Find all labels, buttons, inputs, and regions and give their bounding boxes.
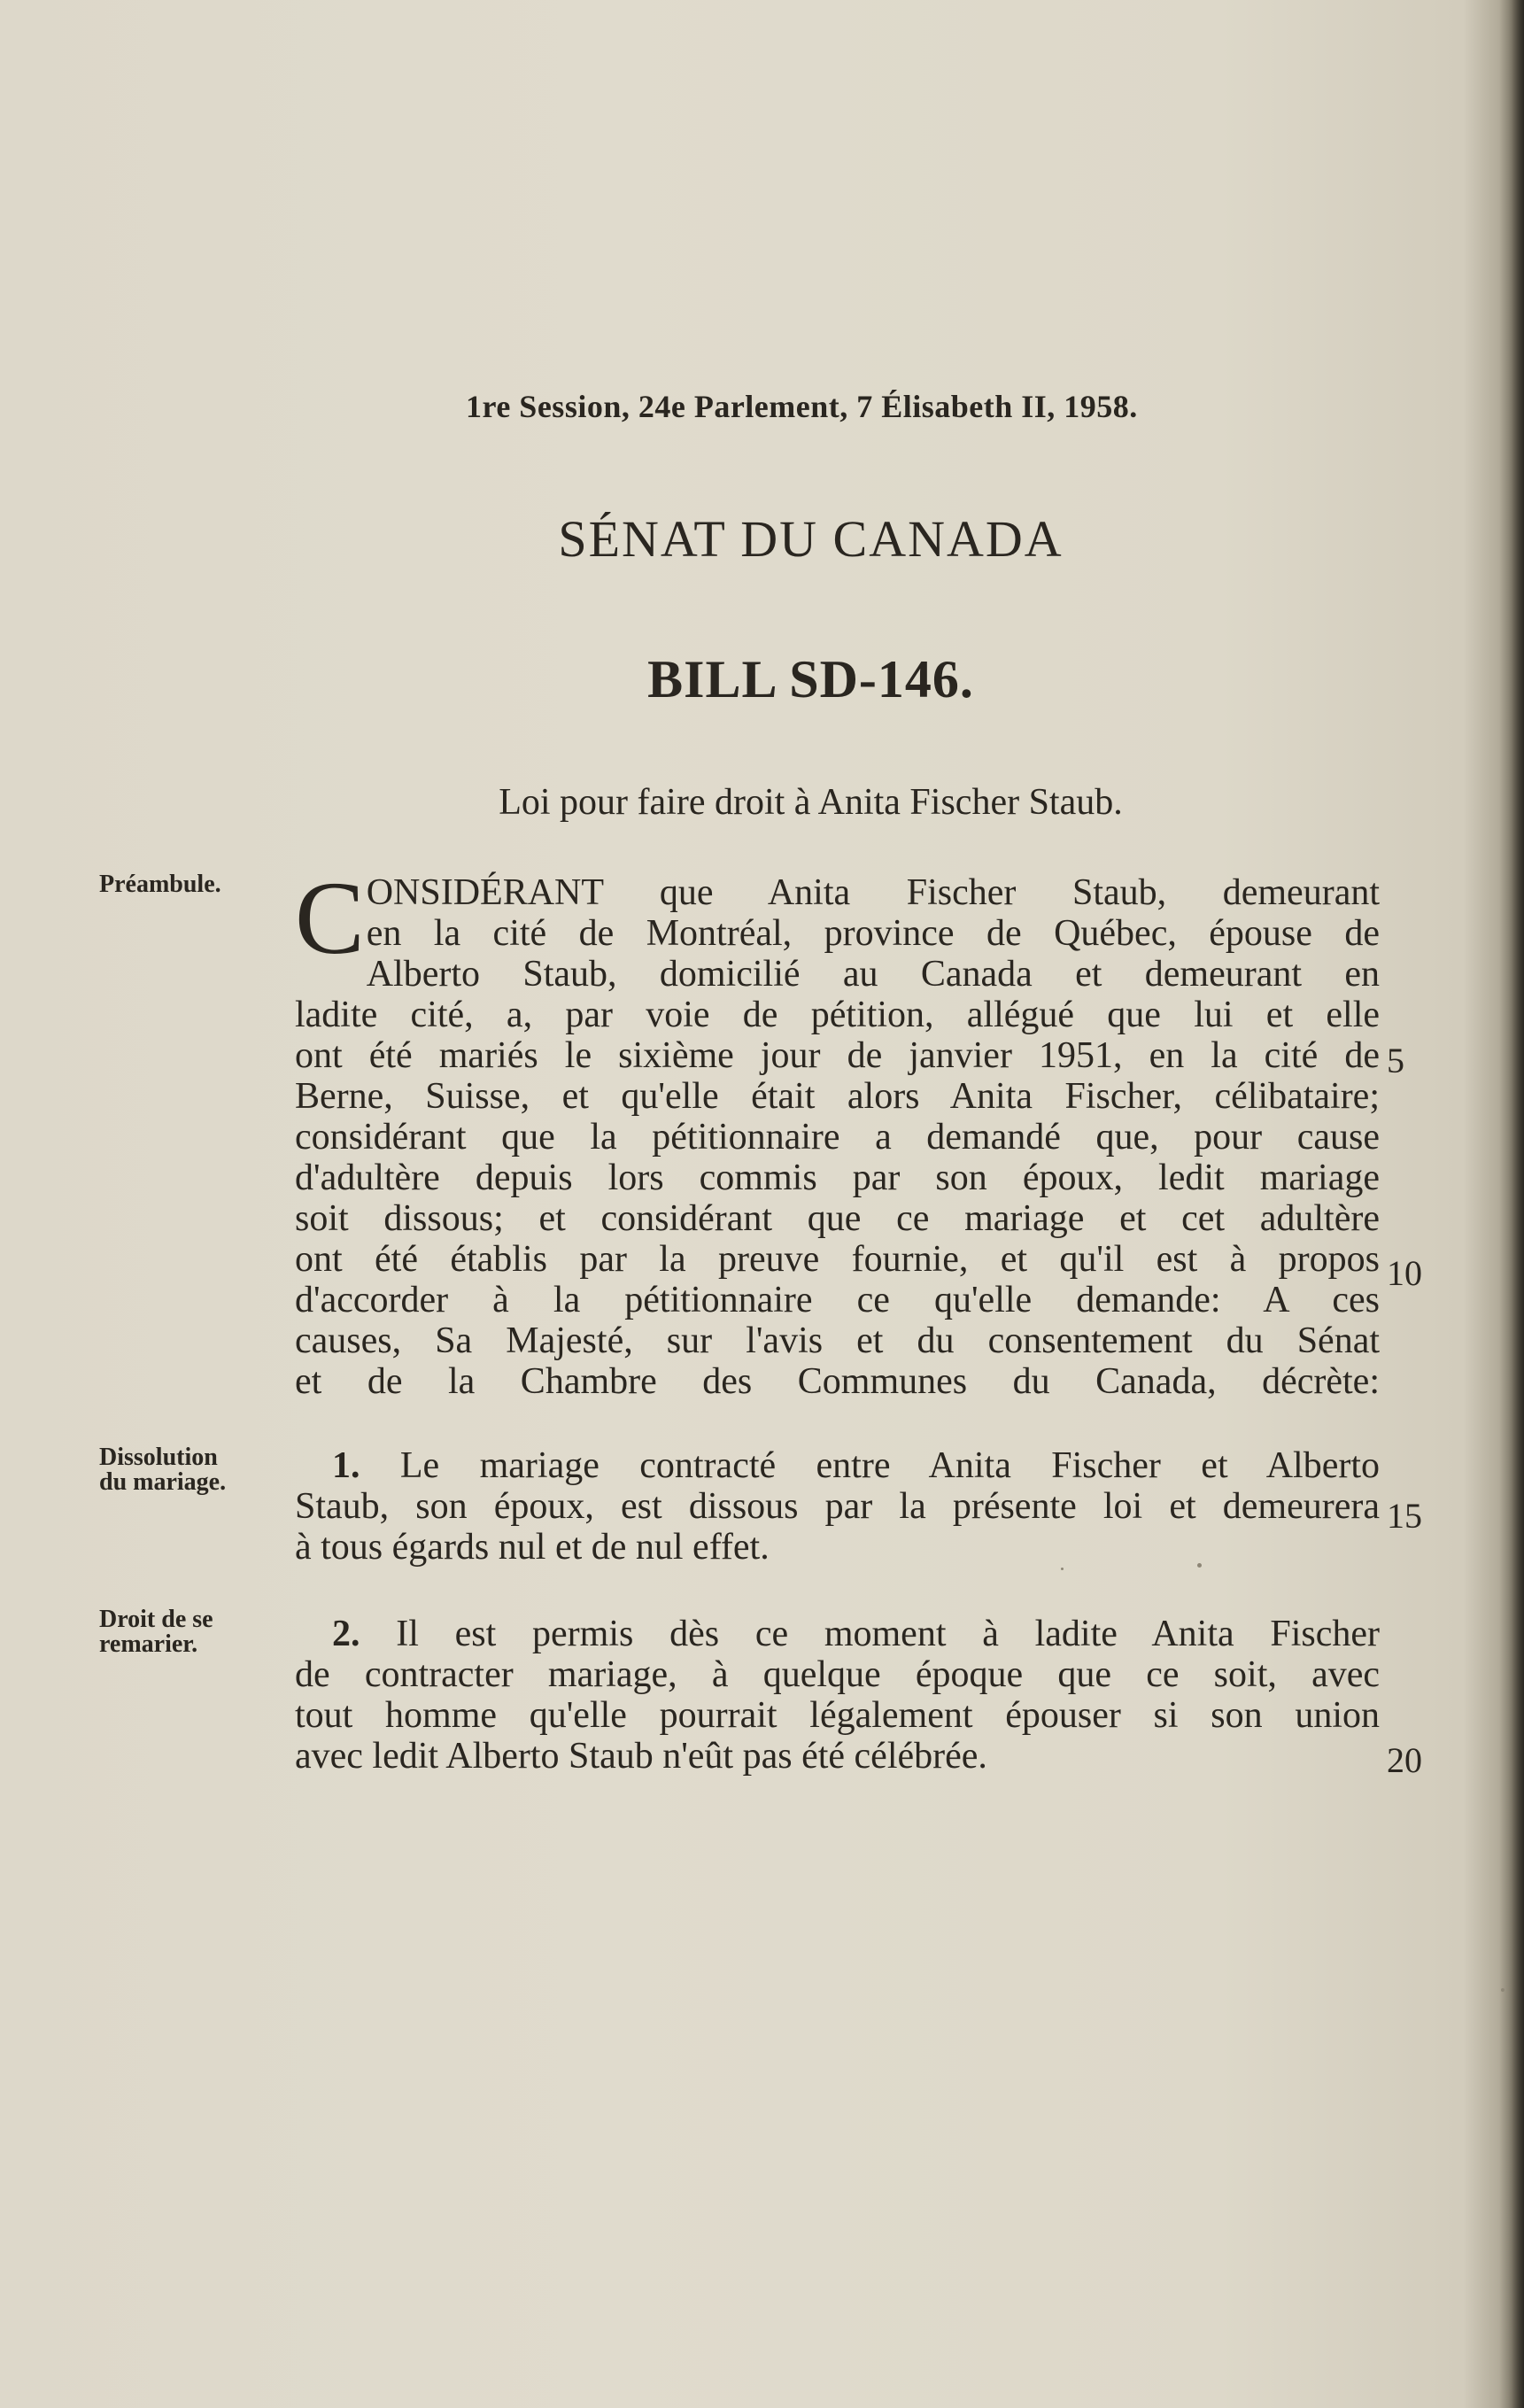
bill-number: BILL SD-146. — [647, 650, 974, 708]
preamble-line: causes, Sa Majesté, sur l'avis et du consentement du Sénat — [295, 1320, 1380, 1361]
preamble-paragraph — [295, 860, 1381, 1402]
preamble-line — [295, 872, 1380, 913]
preamble-line: en la cité de Montréal, province de Québec, épouse de — [366, 913, 1380, 954]
section-2-line: de contracter mariage, à quelque époque que ce soit, avec — [295, 1654, 1380, 1695]
section-2-line-text: Il est permis dès ce moment à ladite Anita Fischer — [396, 1614, 1381, 1654]
section-2 — [295, 1614, 1380, 1777]
page-edge-shadow — [1499, 0, 1524, 2408]
section-1-line — [295, 1445, 1380, 1486]
preamble-line: soit dissous; et considérant que ce mariage et cet adultère — [295, 1198, 1380, 1239]
chamber-heading: SÉNAT DU CANADA — [558, 510, 1064, 568]
margin-note-dissolution-line2: du mariage. — [99, 1468, 227, 1496]
long-title: Loi pour faire droit à Anita Fischer Staub. — [499, 782, 1123, 823]
margin-note-dissolution — [99, 1445, 267, 1495]
preamble-line: et de la Chambre des Communes du Canada, décrète: — [295, 1361, 1380, 1402]
section-1-number: 1. — [332, 1445, 360, 1486]
preamble-line: d'adultère depuis lors commis par son époux, ledit mariage — [295, 1158, 1380, 1198]
section-2-line — [295, 1614, 1380, 1654]
session-line: 1re Session, 24e Parlement, 7 Élisabeth II, 1958. — [466, 389, 1138, 424]
section-2-line: avec ledit Alberto Staub n'eût pas été célébrée. — [295, 1736, 987, 1777]
section-1 — [295, 1445, 1380, 1568]
line-number: 15 — [1387, 1496, 1422, 1536]
line-number: 10 — [1387, 1253, 1422, 1293]
paper-speck — [1061, 1568, 1064, 1570]
section-1-line-text: Le mariage contracté entre Anita Fischer et Alberto — [399, 1445, 1380, 1486]
preamble-line: Alberto Staub, domicilié au Canada et demeurant en — [366, 954, 1380, 995]
margin-note-dissolution-line1: Dissolution — [99, 1444, 218, 1471]
preamble-first-word: ONSIDÉRANT — [366, 872, 604, 913]
preamble-line: Berne, Suisse, et qu'elle était alors Anita Fischer, célibataire; — [295, 1076, 1380, 1117]
line-number: 5 — [1387, 1041, 1404, 1080]
drop-cap: C — [295, 860, 365, 976]
preamble-line: considérant que la pétitionnaire a demandé que, pour cause — [295, 1117, 1380, 1158]
preamble-line: d'accorder à la pétitionnaire ce qu'elle demande: A ces — [295, 1280, 1380, 1320]
section-1-line: Staub, son époux, est dissous par la présente loi et demeurera — [295, 1486, 1380, 1527]
section-2-number: 2. — [332, 1614, 360, 1654]
section-2-line: tout homme qu'elle pourrait légalement épouser si son union — [295, 1695, 1380, 1736]
paper-speck — [1501, 1988, 1505, 1992]
preamble-line: ont été établis par la preuve fournie, et qu'il est à propos — [295, 1239, 1380, 1280]
preamble-line: ont été mariés le sixième jour de janvier 1951, en la cité de — [295, 1035, 1380, 1076]
margin-note-remarry-line2: remarier. — [99, 1630, 198, 1658]
paper-speck — [1197, 1563, 1202, 1568]
margin-note-remarry — [99, 1607, 267, 1657]
line-number: 20 — [1387, 1740, 1422, 1780]
margin-note-remarry-line1: Droit de se — [99, 1606, 213, 1633]
preamble-line-text: que Anita Fischer Staub, demeurant — [659, 872, 1381, 913]
margin-note-preamble: Préambule. — [99, 871, 221, 898]
preamble-line: ladite cité, a, par voie de pétition, allégué que lui et elle — [295, 995, 1380, 1035]
section-1-line: à tous égards nul et de nul effet. — [295, 1527, 770, 1568]
